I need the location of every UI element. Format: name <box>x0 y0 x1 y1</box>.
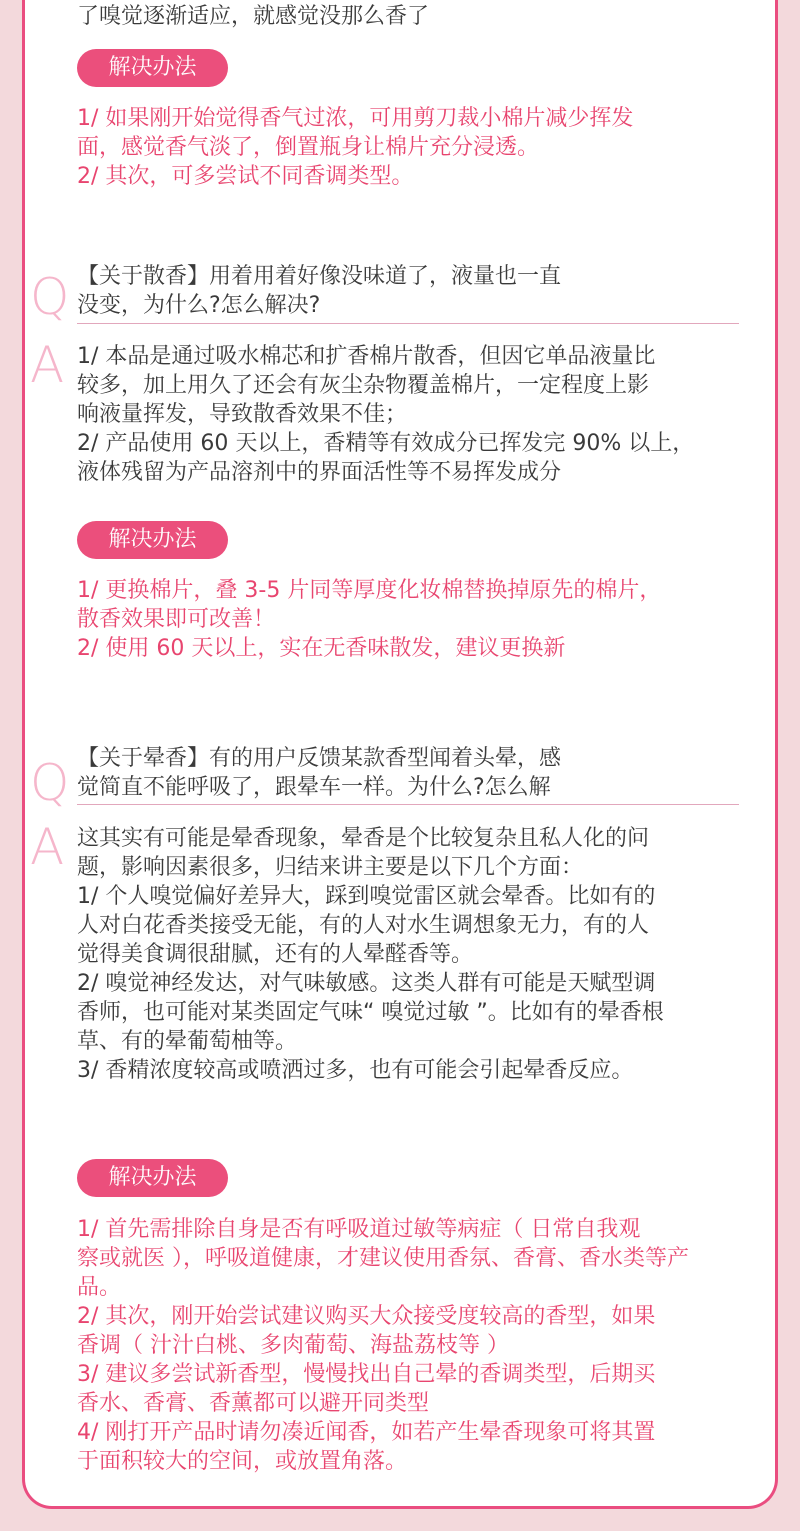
solution-text: 1/ 首先需排除自身是否有呼吸道过敏等病症（ 日常自我观 察或就医 ），呼吸道健康，才建议使用香氛、香膏、香水类等产 品。 2/ 其次，刚开始尝试建议购买大众接受度较高的香型，如果 香调（ 汁汁白桃、多肉葡萄、海盐荔枝等 ） 3/ 建议多尝试新香型，慢慢找出自己晕的香调类型，后期买 香水、香膏、香薰都可以避开同类型 4/ 刚打开产品时请勿凑近闻香，如若产生晕香现象可将其置 于面积较大的空间，或放置角落。 <box>77 1217 689 1474</box>
intro-text: 了嗅觉逐渐适应，就感觉没那么香了 <box>77 4 430 29</box>
a-letter: A <box>30 336 65 394</box>
answer-text: 1/ 本品是通过吸水棉芯和扩香棉片散香，但因它单品液量比 较多，加上用久了还会有灰尘杂物覆盖棉片，一定程度上影 响液量挥发，导致散香效果不佳； 2/ 产品使用 60 天以上，香精等有效成分已挥发完 90% 以上， 液体残留为产品溶剂中的界面活性等不易挥发成分 <box>77 344 695 485</box>
q-letter: Q <box>30 268 70 326</box>
solution-badge: 解决办法 <box>77 49 228 87</box>
a-letter: A <box>30 818 65 876</box>
question-text: 【关于晕香】有的用户反馈某款香型闻着头晕，感 觉简直不能呼吸了，跟晕车一样。为什么?怎么解 <box>77 746 562 800</box>
question-text: 【关于散香】用着用着好像没味道了，液量也一直 没变，为什么?怎么解决? <box>77 264 562 318</box>
q-letter: Q <box>30 754 70 812</box>
divider <box>77 804 739 805</box>
solution-badge: 解决办法 <box>77 521 228 559</box>
solution-text: 1/ 如果刚开始觉得香气过浓，可用剪刀裁小棉片减少挥发 面，感觉香气淡了，倒置瓶身让棉片充分浸透。 2/ 其次，可多尝试不同香调类型。 <box>77 106 634 189</box>
answer-text: 这其实有可能是晕香现象，晕香是个比较复杂且私人化的问 题，影响因素很多，归结来讲主要是以下几个方面： 1/ 个人嗅觉偏好差异大，踩到嗅觉雷区就会晕香。比如有的 人对白花香类接受无能，有的人对水生调想象无力，有的人 觉得美食调很甜腻，还有的人晕醛香等。 2/ 嗅觉神经发达，对气味敏感。这类人群有可能是天赋型调 香师，也可能对某类固定气味“ 嗅觉过敏 ”。比如有的晕香根 草、有的晕葡萄柚等。 3/ 香精浓度较高或喷洒过多，也有可能会引起晕香反应。 <box>77 826 664 1083</box>
solution-badge: 解决办法 <box>77 1159 228 1197</box>
divider <box>77 323 739 324</box>
solution-text: 1/ 更换棉片，叠 3-5 片同等厚度化妆棉替换掉原先的棉片， 散香效果即可改善！ 2/ 使用 60 天以上，实在无香味散发，建议更换新 <box>77 578 662 661</box>
